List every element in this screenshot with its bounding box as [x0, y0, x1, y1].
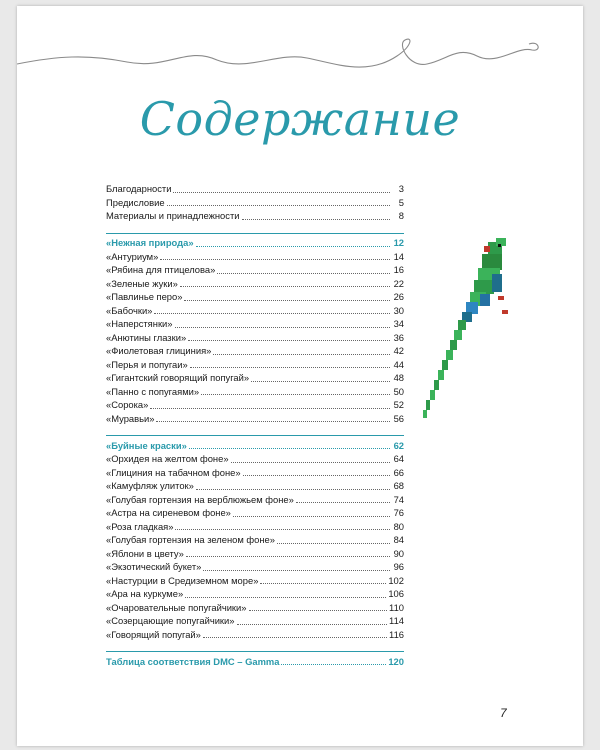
- dot-leader: [233, 515, 390, 517]
- toc-entry-title: «Наперстянки»: [106, 318, 173, 329]
- toc-entry-page: 44: [393, 358, 404, 370]
- toc-entry-page: 12: [393, 237, 404, 248]
- dot-leader: [175, 528, 390, 530]
- toc-entry-title: «Муравьи»: [106, 412, 155, 424]
- toc-entry-title: «Роза гладкая»: [106, 520, 174, 532]
- toc-entry-page: 36: [393, 331, 404, 343]
- dot-leader: [237, 623, 388, 625]
- toc-entry: [106, 412, 404, 426]
- toc-entry-page: 5: [398, 196, 404, 208]
- page-title: Содержание: [139, 92, 461, 146]
- toc-entry-page: 120: [388, 655, 404, 667]
- toc-entry-page: 42: [393, 345, 404, 356]
- toc-entry: [106, 479, 404, 493]
- dot-leader: [203, 636, 387, 638]
- dot-leader: [201, 393, 390, 395]
- toc-entry: [106, 196, 404, 210]
- toc-entry: [106, 466, 404, 480]
- toc-entry-page: 106: [388, 588, 404, 599]
- cross-stitch-parrot-icon: [418, 234, 528, 424]
- toc-entry-title: Материалы и принадлежности: [106, 210, 240, 221]
- dot-leader: [231, 461, 390, 463]
- toc-entry: [106, 290, 404, 304]
- toc-entry-title: «Яблони в цвету»: [106, 547, 184, 559]
- page-number: 7: [500, 706, 507, 720]
- dot-leader: [186, 555, 390, 557]
- intro-group: [106, 182, 404, 223]
- toc-entry: [106, 398, 404, 412]
- toc-entry: [106, 317, 404, 331]
- dot-leader: [173, 191, 390, 193]
- section-wild-colors: [106, 435, 404, 641]
- toc-entry-page: 52: [393, 399, 404, 410]
- dot-leader: [277, 542, 390, 544]
- toc-entry-page: 76: [393, 507, 404, 518]
- dot-leader: [180, 285, 390, 287]
- toc-entry: [106, 385, 404, 399]
- toc-entry: [106, 506, 404, 520]
- toc-entry: [106, 547, 404, 561]
- toc-entry-page: 80: [393, 520, 404, 532]
- toc-entry-page: 74: [393, 493, 404, 505]
- toc-entry: [106, 520, 404, 534]
- toc-entry-title: «Ара на куркуме»: [106, 588, 184, 599]
- toc-entry-title: «Астра на сиреневом фоне»: [106, 507, 231, 518]
- toc-entry-title: «Рябина для птицелова»: [106, 264, 216, 275]
- toc-entry-title: «Анютины глазки»: [106, 331, 187, 343]
- toc-entry: [106, 452, 404, 466]
- toc-entry-page: 48: [393, 372, 404, 383]
- toc-entry-page: 102: [388, 574, 404, 586]
- toc-entry: [106, 358, 404, 372]
- dot-leader: [150, 407, 390, 409]
- toc-entry-page: 14: [393, 250, 404, 262]
- toc-entry-title: «Бабочки»: [106, 304, 153, 316]
- toc-entry-title: «Голубая гортензия на верблюжьем фоне»: [106, 493, 294, 505]
- toc-entry-title: «Гигантский говорящий попугай»: [106, 372, 250, 383]
- dot-leader: [249, 609, 388, 611]
- toc-entry-title: «Зеленые жуки»: [106, 277, 178, 289]
- toc-entry-title: Благодарности: [106, 183, 172, 194]
- toc-entry-conversion-table: [106, 651, 404, 668]
- toc-entry-title: «Перья и попугаи»: [106, 358, 188, 370]
- toc-entry: [106, 344, 404, 358]
- toc-entry-page: 16: [393, 264, 404, 275]
- toc-entry: [106, 587, 404, 601]
- toc-entry-page: 22: [393, 277, 404, 289]
- toc-entry: [106, 533, 404, 547]
- toc-entry: [106, 209, 404, 223]
- dot-leader: [243, 474, 390, 476]
- toc-entry-title: «Настурции в Средиземном море»: [106, 574, 259, 586]
- toc-entry-page: 96: [393, 561, 404, 572]
- toc-entry: [106, 574, 404, 588]
- toc-entry-title: «Павлинье перо»: [106, 291, 183, 302]
- toc-entry-page: 26: [393, 291, 404, 302]
- toc-entry: [106, 250, 404, 264]
- dot-leader: [213, 353, 390, 355]
- toc-entry-page: 34: [393, 318, 404, 329]
- toc-entry-title: «Голубая гортензия на зеленом фоне»: [106, 534, 275, 545]
- toc-entry-title: «Экзотический букет»: [106, 561, 202, 572]
- dot-leader: [185, 596, 386, 598]
- toc-entry: [106, 628, 404, 642]
- dot-leader: [188, 339, 390, 341]
- swirl-line-ornament-icon: [17, 6, 583, 86]
- toc-entry-page: 50: [393, 385, 404, 397]
- dot-leader: [167, 204, 390, 206]
- toc-entry-title: «Созерцающие попугайчики»: [106, 615, 235, 626]
- toc-entry-title: «Буйные краски»: [106, 439, 187, 451]
- toc-entry-title: «Орхидея на желтом фоне»: [106, 453, 229, 464]
- toc-entry-title: «Нежная природа»: [106, 237, 194, 248]
- toc-entry-page: 66: [393, 466, 404, 478]
- toc-entry: [106, 371, 404, 385]
- toc-entry-title: «Сорока»: [106, 399, 149, 410]
- dot-leader: [175, 326, 391, 328]
- dot-leader: [196, 245, 390, 247]
- toc-entry-title: «Антуриум»: [106, 250, 159, 262]
- dot-leader: [190, 366, 390, 368]
- section-header: [106, 435, 404, 452]
- toc-entry-title: «Говорящий попугай»: [106, 628, 201, 640]
- dot-leader: [203, 569, 390, 571]
- toc-entry-page: 114: [389, 615, 404, 626]
- toc-entry-page: 8: [398, 210, 404, 221]
- toc-entry-title: «Фиолетовая глициния»: [106, 345, 212, 356]
- dot-leader: [251, 380, 390, 382]
- dot-leader: [189, 447, 390, 449]
- toc-entry-page: 68: [393, 480, 404, 491]
- toc-entry-page: 62: [393, 439, 404, 451]
- toc-entry: [106, 614, 404, 628]
- toc-entry-page: 90: [393, 547, 404, 559]
- section-header: [106, 233, 404, 250]
- dot-leader: [160, 258, 390, 260]
- toc-entry: [106, 263, 404, 277]
- toc-entry-title: Таблица соответствия DMC – Gamma: [106, 655, 280, 667]
- toc-entry-page: 30: [393, 304, 404, 316]
- dot-leader: [154, 312, 390, 314]
- toc-entry: [106, 493, 404, 507]
- dot-leader: [242, 218, 391, 220]
- toc-entry-title: «Камуфляж улиток»: [106, 480, 194, 491]
- toc-entry-page: 3: [398, 183, 404, 194]
- dot-leader: [296, 501, 390, 503]
- table-of-contents: [106, 182, 404, 678]
- toc-entry-title: Предисловие: [106, 196, 165, 208]
- dot-leader: [196, 488, 390, 490]
- toc-entry-title: «Панно с попугаями»: [106, 385, 200, 397]
- toc-entry-page: 116: [389, 628, 404, 640]
- dot-leader: [217, 272, 390, 274]
- toc-entry-page: 110: [389, 601, 404, 613]
- toc-entry: [106, 560, 404, 574]
- dot-leader: [260, 582, 386, 584]
- toc-entry-title: «Глициния на табачном фоне»: [106, 466, 241, 478]
- toc-entry-page: 64: [393, 453, 404, 464]
- toc-entry: [106, 304, 404, 318]
- toc-entry-page: 84: [393, 534, 404, 545]
- dot-leader: [281, 663, 386, 665]
- toc-entry: [106, 182, 404, 196]
- conversion-table-group: [106, 651, 404, 668]
- toc-entry: [106, 277, 404, 291]
- dot-leader: [156, 420, 390, 422]
- toc-entry: [106, 601, 404, 615]
- toc-entry: [106, 331, 404, 345]
- toc-entry-title: «Очаровательные попугайчики»: [106, 601, 247, 613]
- dot-leader: [184, 299, 390, 301]
- section-tender-nature: [106, 233, 404, 426]
- toc-entry-page: 56: [393, 412, 404, 424]
